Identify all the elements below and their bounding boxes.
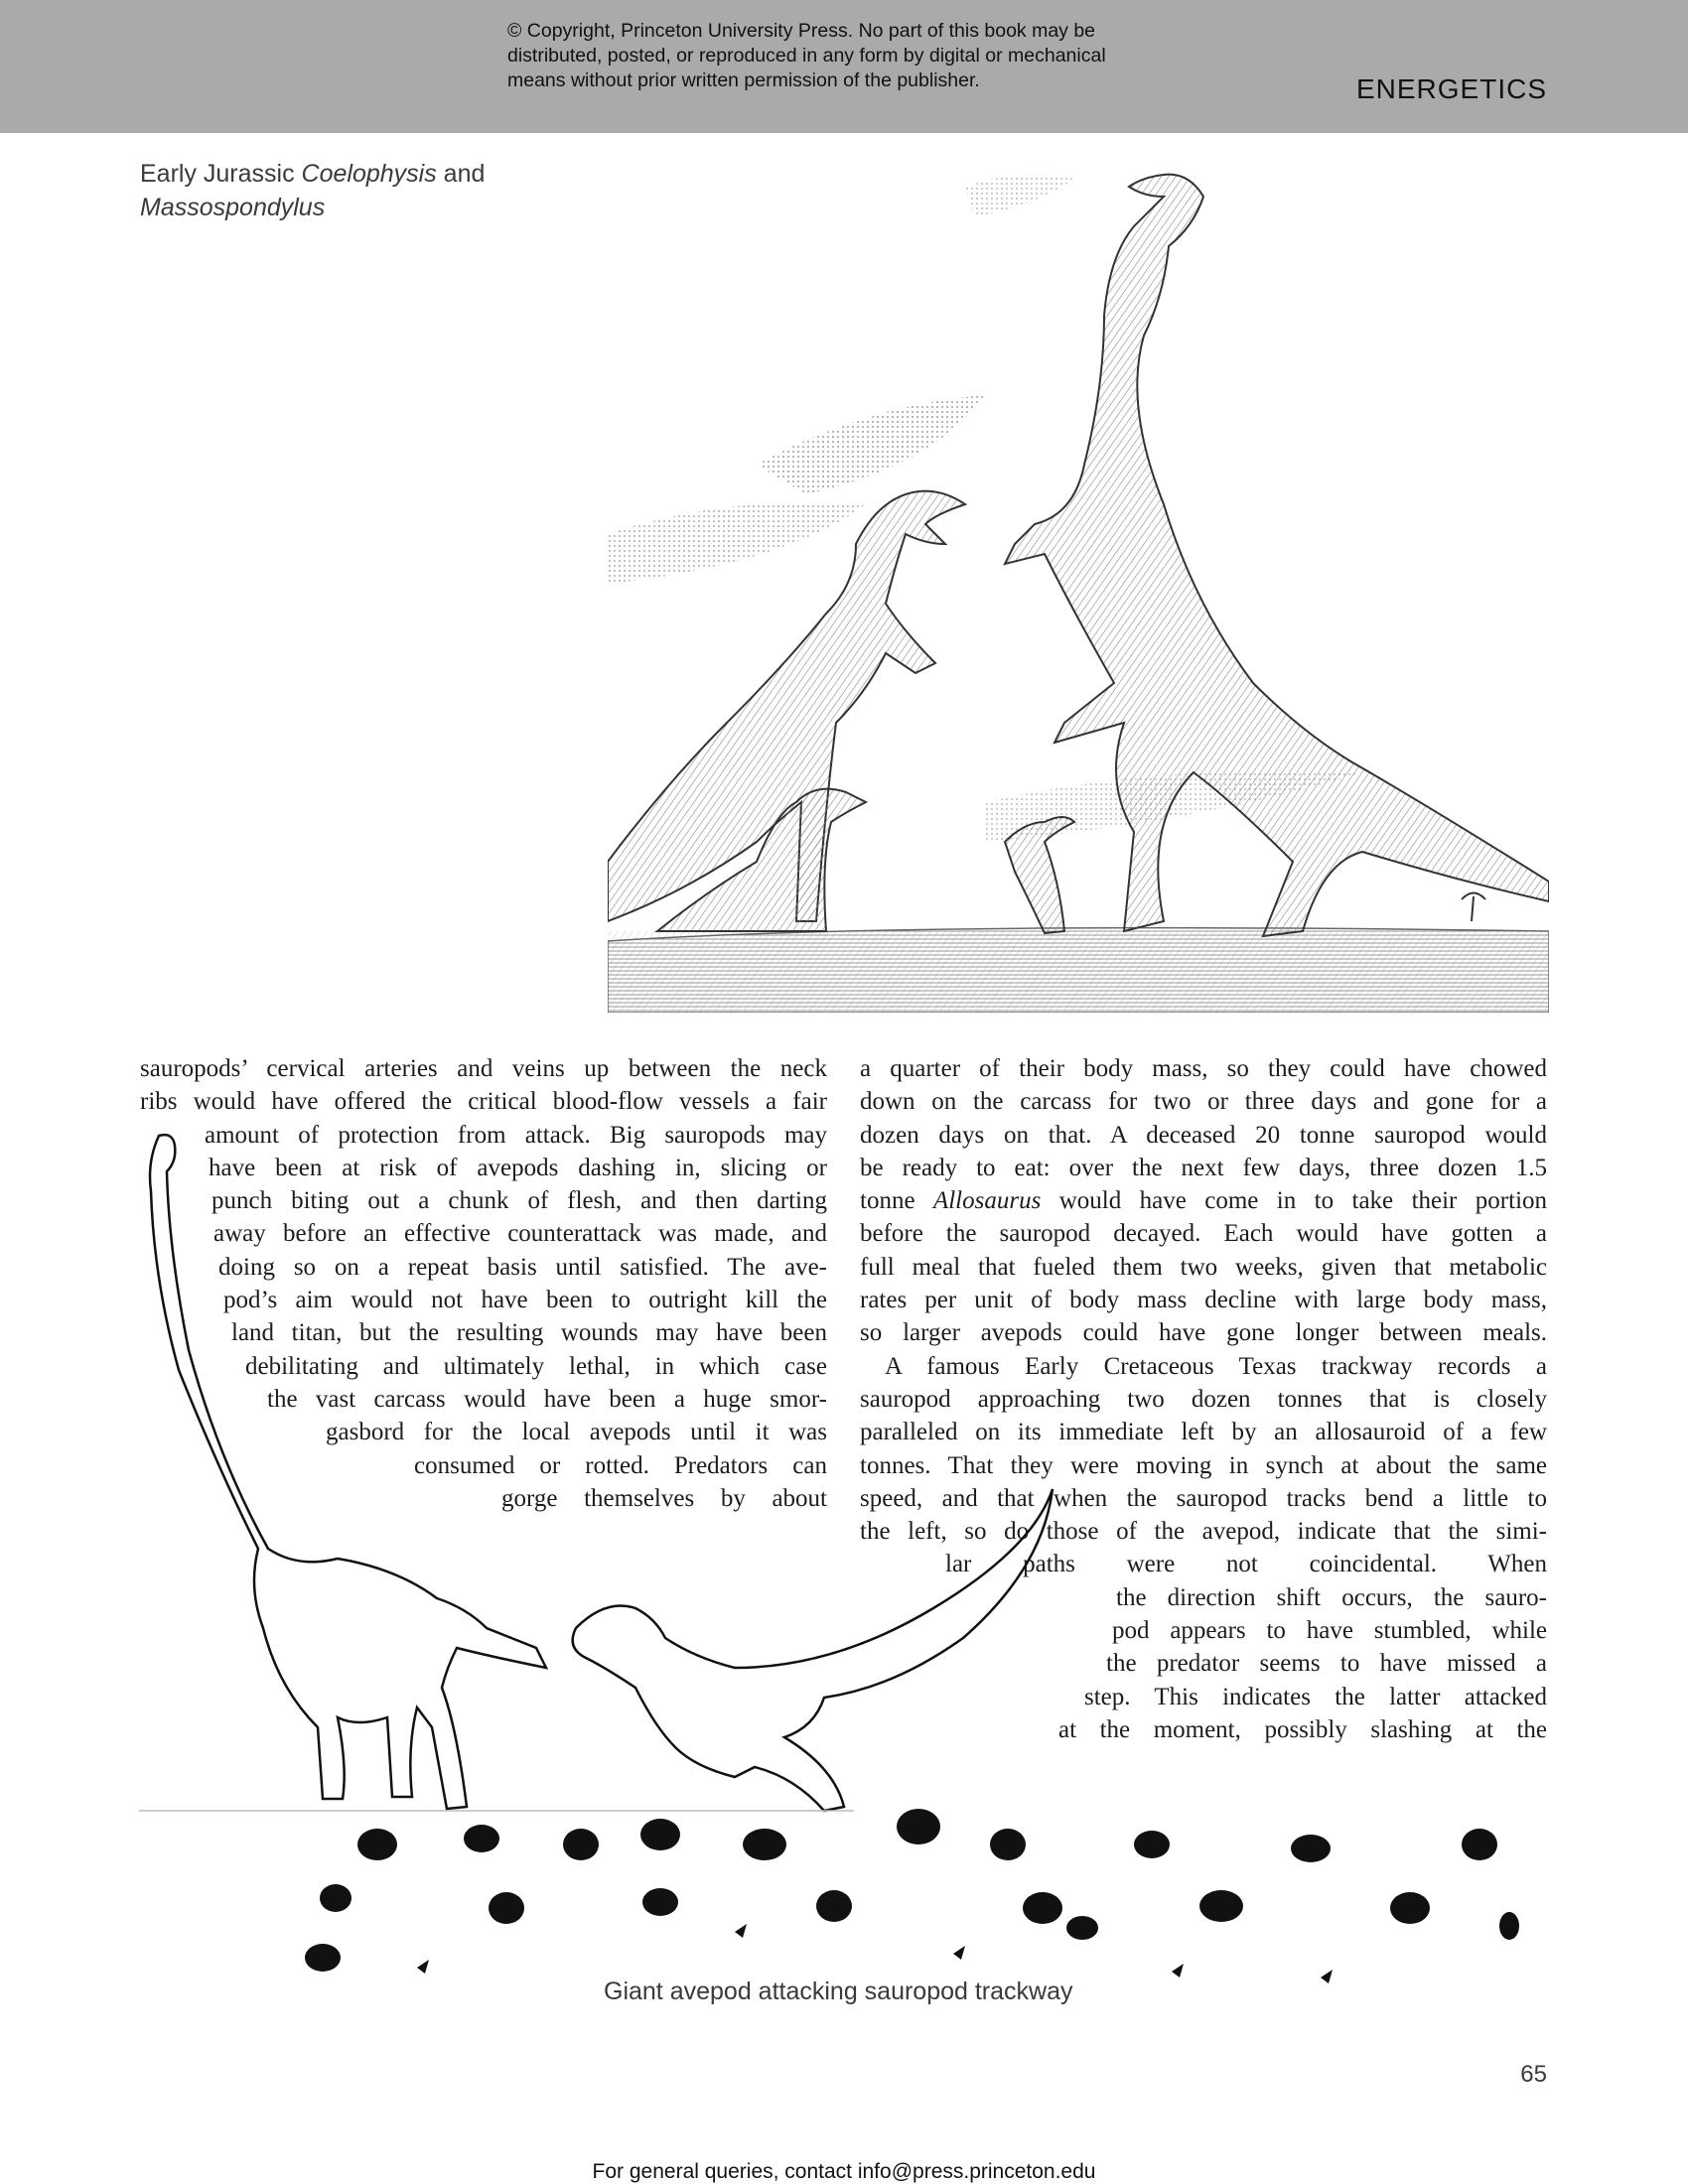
dinosaur-illustration	[608, 167, 1549, 1013]
sauropod	[150, 1135, 546, 1809]
footprints	[305, 1809, 1519, 1983]
copyright-banner	[0, 0, 1688, 133]
text-line: paralleled on its immediate left by an allosauroid of a few	[860, 1419, 1547, 1446]
text-line: doing so on a repeat basis until satisfied. The ave-	[218, 1253, 827, 1281]
cloud	[757, 395, 985, 494]
text-line: at the moment, possibly slashing at the	[1058, 1715, 1547, 1743]
text-line: A famous Early Cretaceous Texas trackway records a	[885, 1352, 1547, 1380]
text-line: lar paths were not coincidental. When	[945, 1551, 1547, 1578]
copyright-line: means without prior written permission of the publisher.	[507, 69, 980, 91]
caption-text: and	[436, 160, 486, 188]
text-line: speed, and that when the sauropod tracks bend a little to	[860, 1484, 1547, 1512]
genus-name: Allosaurus	[932, 1187, 1042, 1215]
cloud	[965, 175, 1074, 217]
text-fragment: tonne	[860, 1187, 933, 1215]
text-line: debilitating and ultimately lethal, in which case	[245, 1352, 827, 1380]
text-line: so larger avepods could have gone longer between meals.	[860, 1319, 1547, 1347]
text-line: away before an effective counterattack was made, and	[213, 1220, 827, 1248]
text-line: pod’s aim would not have been to outright kill the	[223, 1287, 827, 1314]
trackway-illustration	[139, 1132, 1549, 1985]
text-line: sauropod approaching two dozen tonnes that is closely	[860, 1385, 1547, 1413]
text-line: a quarter of their body mass, so they could have chowed	[860, 1055, 1547, 1082]
text-line: step. This indicates the latter attacked	[1084, 1683, 1547, 1710]
text-line: ribs would have offered the critical blood-flow vessels a fair	[140, 1088, 827, 1116]
text-line: the left, so do those of the avepod, indicate that the simi-	[860, 1518, 1547, 1546]
text-line: the predator seems to have missed a	[1106, 1650, 1547, 1678]
page-number: 65	[1520, 2061, 1547, 2088]
caption-genus: Coelophysis	[301, 160, 437, 188]
caption-text: Early Jurassic	[140, 160, 302, 188]
caption-genus: Massospondylus	[140, 194, 326, 221]
cloud	[608, 502, 866, 584]
text-fragment: would have come in to take their portion	[1041, 1187, 1548, 1215]
text-line: sauropods’ cervical arteries and veins up between the neck	[140, 1055, 827, 1082]
avepod	[573, 1489, 1053, 1811]
text-line: have been at risk of avepods dashing in, slicing or	[209, 1154, 827, 1181]
copyright-line: © Copyright, Princeton University Press. No part of this book may be	[507, 20, 1096, 42]
figure1-caption	[140, 157, 485, 224]
copyright-notice	[507, 19, 1222, 93]
text-line: gorge themselves by about	[501, 1484, 827, 1512]
figure2-caption: Giant avepod attacking sauropod trackway	[604, 1978, 1073, 2005]
copyright-line: distributed, posted, or reproduced in any form by digital or mechanical	[507, 45, 1106, 67]
section-title: ENERGETICS	[1355, 73, 1547, 104]
palm-tree	[1462, 893, 1485, 922]
text-line: rates per unit of body mass decline with large body mass,	[860, 1287, 1547, 1314]
text-line: punch biting out a chunk of flesh, and then darting	[211, 1187, 827, 1215]
text-line: consumed or rotted. Predators can	[414, 1451, 827, 1479]
text-line: full meal that fueled them two weeks, given that metabolic	[860, 1253, 1547, 1281]
text-line: be ready to eat: over the next few days, three dozen 1.5	[860, 1154, 1547, 1181]
text-line: tonnes. That they were moving in synch at about the same	[860, 1451, 1547, 1479]
text-line: pod appears to have stumbled, while	[1112, 1617, 1547, 1645]
text-line: down on the carcass for two or three days and gone for a	[860, 1088, 1547, 1116]
text-line: dozen days on that. A deceased 20 tonne sauropod would	[860, 1121, 1547, 1149]
text-line: land titan, but the resulting wounds may have been	[231, 1319, 827, 1347]
text-line: the direction shift occurs, the sauro-	[1116, 1583, 1547, 1611]
text-line: gasbord for the local avepods until it was	[326, 1419, 827, 1446]
text-line: before the sauropod decayed. Each would have gotten a	[860, 1220, 1547, 1248]
text-line: the vast carcass would have been a huge smor-	[267, 1385, 827, 1413]
coelophysis	[1005, 817, 1074, 933]
text-line: amount of protection from attack. Big sauropods may	[205, 1121, 827, 1149]
footer-contact: For general queries, contact info@press.princeton.edu	[592, 2160, 1096, 2183]
